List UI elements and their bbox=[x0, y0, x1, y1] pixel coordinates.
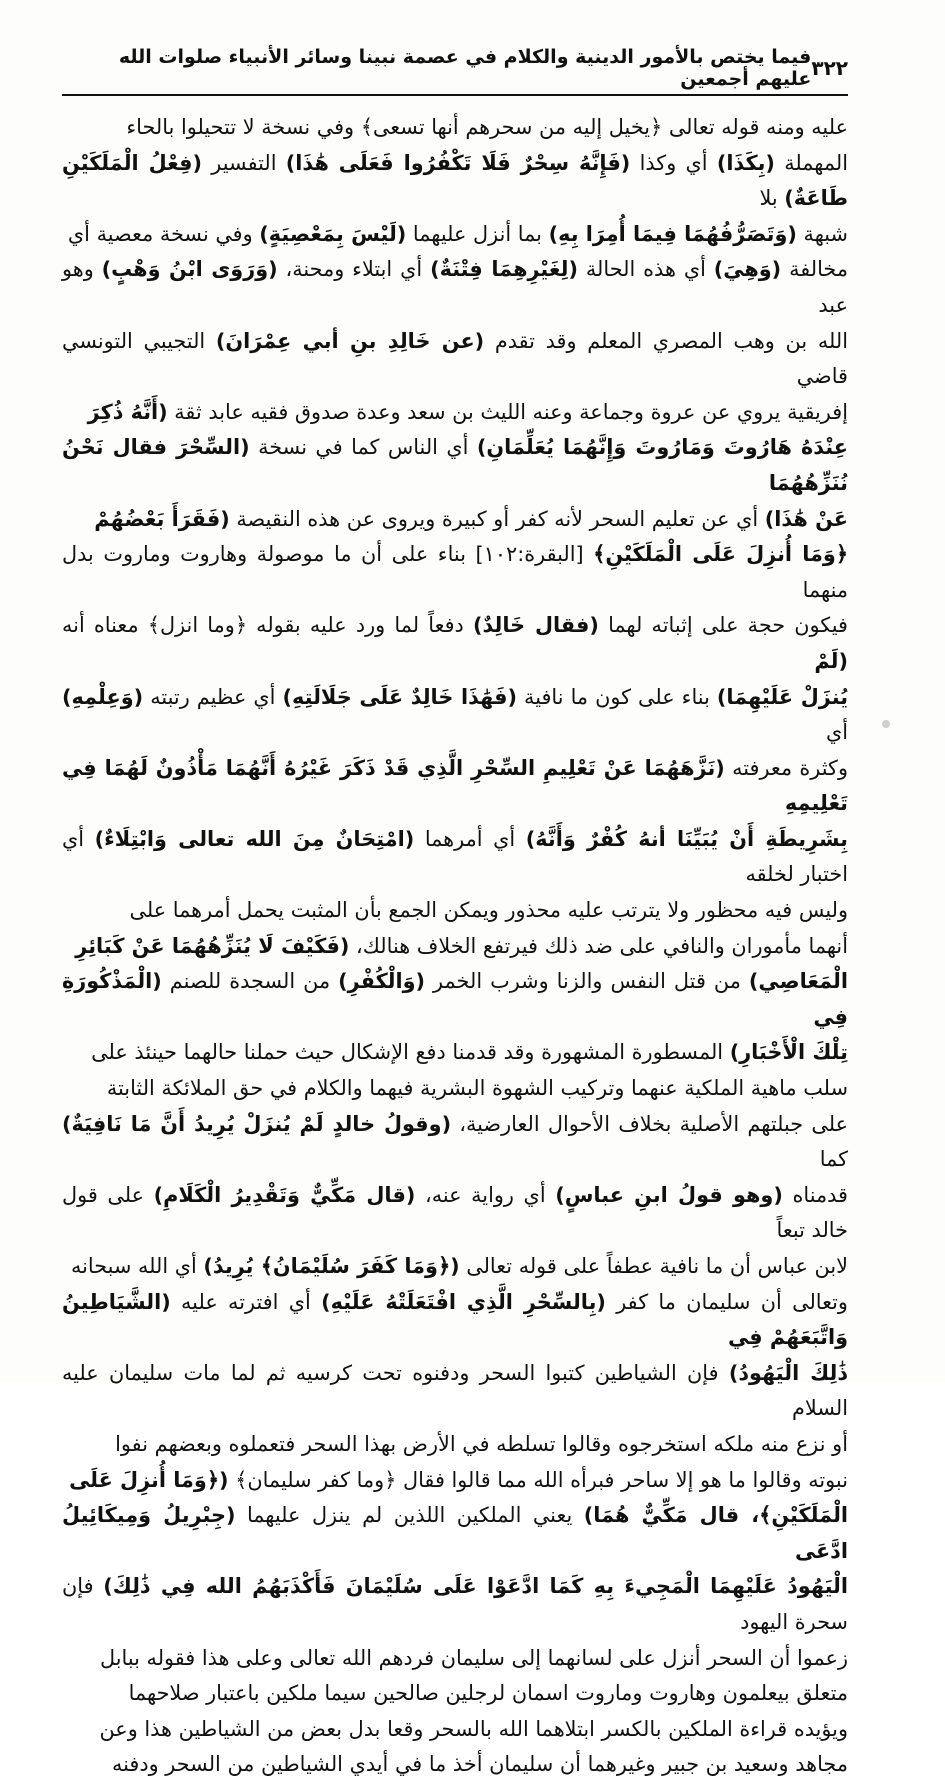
commentary-segment: أي افترته عليه bbox=[170, 1289, 322, 1314]
quoted-matn-text: الْيَهُودُ عَلَيْهِمَا الْمَجِيءَ بِهِ كَمَا ادَّعَوْا عَلَى سُلَيْمَانَ فَأَكْذَبَهُمُ الله فِي ذَٰلِكَ) bbox=[103, 1574, 848, 1599]
margin-smudge bbox=[882, 720, 890, 728]
quoted-matn-text: (لَيْسَ بِمَعْصِيَةٍ) bbox=[259, 221, 407, 246]
commentary-segment: دفعاً لما ورد عليه بقوله ﴿وما انزل﴾ معناه أنه bbox=[62, 613, 473, 638]
text-line bbox=[62, 430, 848, 501]
quoted-matn-text: (وَعِلْمِهِ) bbox=[62, 684, 144, 709]
commentary-segment: أي اختبار لخلقه bbox=[62, 826, 848, 887]
quoted-matn-text: (فَهَٰذَا خَالِدٌ عَلَى جَلَالَتِهِ) bbox=[282, 684, 518, 709]
quoted-matn-text: (فِعْلُ الْمَلَكَيْنِ طَاعَةٌ) bbox=[62, 150, 848, 211]
commentary-segment: أي عن تعليم السحر لأنه كفر أو كبيرة ويروى عن هذه النقيصة bbox=[229, 506, 765, 531]
quoted-matn-text: الْمَعَاصِي) bbox=[748, 969, 848, 994]
quoted-matn-text: (وَرَوَى ابْنُ وَهْبٍ) bbox=[101, 257, 278, 282]
quoted-matn-text: (عن خَالِدِ بنِ أبي عِمْرَانَ) bbox=[215, 328, 485, 353]
quoted-matn-text: بِشَرِيطَةِ أَنْ يُبَيِّنَا أنهُ كُفْرٌ وَأَنَّهُ) bbox=[525, 826, 848, 851]
quoted-matn-text: (﴿وَمَا أُنزِلَ عَلَى bbox=[69, 1467, 229, 1492]
commentary-segment: المسطورة المشهورة وقد قدمنا دفع الإشكال حيث حملنا حالهما حينئذ على bbox=[91, 1040, 730, 1065]
quoted-matn-text: (وَالْكُفْرِ) bbox=[338, 969, 426, 994]
quoted-matn-text: (فقال خَالِدٌ) bbox=[473, 613, 599, 638]
commentary-segment: على قول خالد تبعاً bbox=[62, 1182, 848, 1243]
commentary-segment: المهملة bbox=[774, 150, 848, 175]
text-line bbox=[62, 1498, 848, 1569]
text-line bbox=[62, 1427, 848, 1463]
commentary-segment: أي هذه الحالة bbox=[577, 257, 714, 282]
commentary-segment: التجيبي التونسي قاضي bbox=[62, 328, 848, 389]
quoted-matn-text: (امْتِحَانٌ مِنَ الله تعالى وَابْتِلَاءٌ) bbox=[94, 826, 415, 851]
commentary-segment: قدمناه bbox=[782, 1182, 848, 1207]
quoted-matn-text: عَنْ هَٰذَا) bbox=[764, 506, 848, 531]
commentary-segment: أي عظيم رتبته bbox=[143, 684, 283, 709]
text-line bbox=[62, 822, 848, 893]
text-line bbox=[62, 1071, 848, 1107]
quoted-matn-text: (بِالسِّحْرِ الَّذِي افْتَعَلَتْهُ عَلَيْهِ) bbox=[321, 1289, 606, 1314]
text-line bbox=[62, 1249, 848, 1285]
header-divider bbox=[62, 94, 848, 96]
commentary-segment: أي وكذا bbox=[630, 150, 717, 175]
quoted-matn-text: (السِّحْرَ فقال نَحْنُ نُنَزِّهُهُمَا bbox=[62, 435, 848, 495]
running-title: فيما يختص بالأمور الدينية والكلام في عصمة نبينا وسائر الأنبياء صلوات الله عليهم أجمعين bbox=[118, 46, 812, 90]
commentary-segment: فإن سحرة اليهود bbox=[62, 1574, 848, 1634]
text-line bbox=[62, 751, 848, 822]
commentary-text bbox=[62, 110, 849, 1777]
running-header bbox=[62, 46, 848, 90]
quoted-matn-text: (جِبْرِيلُ وَمِيكَائِيلُ ادَّعَى bbox=[62, 1503, 848, 1563]
quoted-matn-text: (لَمْ bbox=[814, 648, 848, 673]
commentary-segment: أي bbox=[825, 720, 848, 745]
quoted-matn-text: (الشَّيَاطِينُ وَاتَّبَعَهُمْ فِي bbox=[62, 1289, 848, 1350]
text-line bbox=[62, 1747, 848, 1783]
commentary-segment: متعلق بيعلمون وهاروت وماروت اسمان لرجلين صالحين سيما ملكين باعتبار صلاحهما bbox=[128, 1681, 848, 1706]
commentary-segment: لابن عباس أن ما نافية عطفاً على قوله تعالى bbox=[459, 1254, 848, 1278]
commentary-segment: فإن الشياطين كتبوا السحر ودفنوه تحت كرسيه ثم لما مات سليمان عليه السلام bbox=[62, 1360, 848, 1421]
commentary-segment: زعموا أن السحر أنزل على لسانهما إلى سليمان فردهم الله تعالى وعلى هذا فقوله ببابل bbox=[100, 1645, 848, 1670]
commentary-segment: من السجدة للصنم bbox=[161, 969, 339, 994]
commentary-segment: أي ابتلاء ومحنة، bbox=[277, 257, 431, 282]
text-line bbox=[62, 537, 848, 608]
commentary-segment: بلا bbox=[759, 186, 785, 211]
quoted-matn-text: (وقولُ خالدٍ لَمْ يُنزَلْ يُرِيدُ أَنَّ مَا نَافِيَةٌ) bbox=[62, 1111, 452, 1136]
commentary-segment: الله بن وهب المصري المعلم وقد تقدم bbox=[484, 328, 848, 353]
commentary-segment: وليس فيه محظور ولا يترتب عليه محذور ويمكن الجمع بأن المثبت يحمل أمرهما على bbox=[129, 898, 848, 923]
quoted-matn-text: (فَكَيْفَ لَا يُنَزِّهُهُمَا عَنْ كَبَائِرِ bbox=[75, 933, 350, 958]
commentary-segment: أنهما مأموران والنافي على ضد ذلك فيرتفع الخلاف هنالك، bbox=[349, 933, 848, 958]
text-line bbox=[62, 1676, 848, 1712]
text-line bbox=[62, 1178, 848, 1249]
commentary-segment: مجاهد وسعيد بن جبير وغيرهما أن سليمان أخذ ما في أيدي الشياطين من السحر ودفنه bbox=[111, 1752, 848, 1777]
commentary-segment: من قتل النفس والزنا وشرب الخمر bbox=[425, 969, 749, 994]
commentary-segment: وفي نسخة معصية أي bbox=[67, 221, 260, 246]
quoted-matn-text: (﴿وَمَا كَفَرَ سُلَيْمَانُ﴾ يُرِيدُ) bbox=[203, 1254, 460, 1278]
quoted-matn-text: عِنْدَهُ هَارُوتَ وَمَارُوتَ وَإِنَّهُمَا يُعَلِّمَانِ) bbox=[476, 435, 848, 460]
commentary-segment: ويؤيده قراءة الملكين بالكسر ابتلاهما الله بالسحر وقعا بدل بعض من الشياطين هذا وعن bbox=[99, 1716, 848, 1741]
page-number: ٣٢٢ bbox=[811, 56, 848, 80]
text-line bbox=[62, 929, 848, 965]
commentary-segment: بناء على كون ما نافية bbox=[517, 684, 717, 709]
commentary-segment: كما bbox=[819, 1147, 848, 1172]
text-line bbox=[62, 1285, 848, 1356]
text-line bbox=[62, 502, 848, 538]
quoted-matn-text: (وَهِيَ) bbox=[713, 257, 782, 282]
quoted-matn-text: ﴿وَمَا أُنزِلَ عَلَى الْمَلَكَيْنِ﴾ bbox=[593, 542, 849, 567]
quoted-matn-text: (قال مَكِّيٌّ وَتَقْدِيرُ الْكَلَامِ) bbox=[153, 1182, 416, 1207]
commentary-segment: التفسير bbox=[202, 150, 286, 175]
commentary-segment: يعني الملكين اللذين لم ينزل عليهما bbox=[235, 1503, 584, 1528]
quoted-matn-text: (فَإِنَّهُ سِحْرٌ فَلَا تَكْفُرُوا فَعَلَى هَٰذَا) bbox=[285, 150, 631, 175]
quoted-matn-text: تِلْكَ الْأَخْبَارِ) bbox=[729, 1040, 848, 1065]
commentary-segment: أي الله سبحانه bbox=[70, 1254, 204, 1278]
quoted-matn-text: (فَقَرَأَ بَعْضُهُمْ bbox=[94, 506, 230, 531]
text-line bbox=[62, 146, 848, 217]
commentary-segment: وكثرة معرفته bbox=[724, 755, 848, 780]
text-line bbox=[62, 324, 848, 395]
commentary-segment: أي أمرهما bbox=[414, 826, 526, 851]
commentary-segment: [البقرة:١٠٢] بناء على أن ما موصولة وهاروت وماروت بدل منهما bbox=[62, 542, 848, 602]
text-line bbox=[62, 1356, 848, 1427]
commentary-segment: أي الناس كما في نسخة bbox=[249, 435, 477, 460]
text-line bbox=[62, 964, 848, 1035]
text-line bbox=[62, 893, 848, 929]
commentary-segment: إفريقية يروي عن عروة وجماعة وعنه الليث بن سعد وعدة صدوق فقيه عابد ثقة bbox=[167, 399, 848, 424]
quoted-matn-text: (وَتَصَرُّفُهُمَا فِيمَا أُمِرَا بِهِ) bbox=[548, 221, 797, 246]
quoted-matn-text: (وهو قولُ ابنِ عباسٍ) bbox=[555, 1182, 783, 1207]
commentary-segment: نبوته وقالوا ما هو إلا ساحر فبرأه الله مما قالوا فقال ﴿وما كفر سليمان﴾ bbox=[228, 1467, 848, 1492]
commentary-segment: مخالفة bbox=[781, 257, 848, 282]
quoted-matn-text: (الْمَذْكُورَةِ فِي bbox=[62, 969, 848, 1029]
text-line bbox=[62, 110, 848, 146]
commentary-segment: فيكون حجة على إثباته لهما bbox=[598, 613, 849, 638]
quoted-matn-text: (لِغَيْرِهِمَا فِتْنَةٌ) bbox=[430, 257, 578, 282]
commentary-segment: عليه ومنه قوله تعالى ﴿يخيل إليه من سحرهم أنها تسعى﴾ وفي نسخة لا تتحيلوا بالحاء bbox=[126, 115, 848, 139]
text-line bbox=[62, 1569, 848, 1640]
quoted-matn-text: ذَٰلِكَ الْيَهُودُ) bbox=[728, 1360, 848, 1385]
commentary-segment: على جبلتهم الأصلية بخلاف الأحوال العارضية، bbox=[451, 1111, 848, 1136]
quoted-matn-text: (بِكَذَا) bbox=[716, 150, 775, 175]
quoted-matn-text: يُنزَلْ عَلَيْهِمَا) bbox=[716, 684, 849, 709]
text-line bbox=[62, 1641, 848, 1677]
text-line bbox=[62, 1712, 848, 1748]
text-line bbox=[62, 252, 848, 323]
text-line bbox=[62, 1035, 848, 1071]
text-line bbox=[62, 395, 848, 431]
quoted-matn-text: (نَزَّهَهُمَا عَنْ تَعْلِيمِ السِّحْرِ الَّذِي قَدْ ذَكَرَ غَيْرُهُ أَنَّهُمَا مَأْذُونٌ لَهُمَا فِي تَعْلِيمِهِ bbox=[62, 755, 848, 816]
commentary-segment: وهو عبد bbox=[62, 257, 848, 317]
text-line bbox=[62, 1463, 848, 1499]
text-line bbox=[62, 217, 848, 253]
commentary-segment: سلب ماهية الملكية عنهما وتركيب الشهوة البشرية فيهما والكلام في حق الملائكة الثابتة bbox=[106, 1076, 848, 1101]
commentary-segment: بما أنزل عليهما bbox=[406, 221, 549, 246]
commentary-segment: أي رواية عنه، bbox=[415, 1182, 556, 1207]
text-line bbox=[62, 680, 848, 751]
text-line bbox=[62, 1107, 848, 1178]
quoted-matn-text: (أَنَّهُ ذُكِرَ bbox=[87, 399, 168, 424]
commentary-segment: أو نزع منه ملكه استخرجوه وقالوا تسلطه في الأرض بهذا السحر فتعملوه وبعضهم نفوا bbox=[115, 1431, 848, 1456]
quoted-matn-text: الْمَلَكَيْنِ﴾، قال مَكِّيٌّ هُمَا) bbox=[583, 1503, 849, 1528]
commentary-segment: وتعالى أن سليمان ما كفر bbox=[605, 1289, 848, 1314]
commentary-segment: شبهة bbox=[796, 221, 848, 246]
text-line bbox=[62, 608, 848, 679]
